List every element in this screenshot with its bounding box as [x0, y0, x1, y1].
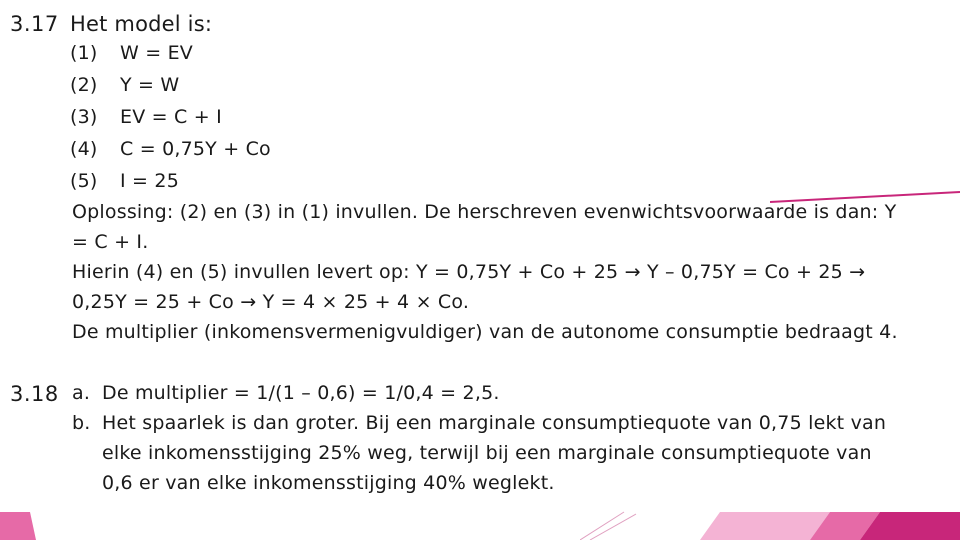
equation-label: (1)	[70, 42, 98, 64]
solution-line: Hierin (4) en (5) invullen levert op: Y = 0,75Y + Co + 25 → Y – 0,75Y = Co + 25 →	[72, 261, 866, 283]
solution-line: De multiplier (inkomensvermenigvuldiger) van de autonome consumptie bedraagt 4.	[72, 321, 898, 343]
decorative-bottom-left-shape	[0, 512, 40, 540]
item-b-label: b.	[72, 412, 91, 434]
equation-expr: I = 25	[120, 170, 179, 192]
equation-expr: Y = W	[120, 74, 180, 96]
item-b-line: elke inkomensstijging 25% weg, terwijl bij een marginale consumptiequote van	[102, 442, 872, 464]
section-number-317: 3.17	[10, 12, 59, 36]
decorative-bottom-right-shapes	[700, 512, 960, 540]
item-a-text: De multiplier = 1/(1 – 0,6) = 1/0,4 = 2,5.	[102, 382, 500, 404]
item-b-line: 0,6 er van elke inkomensstijging 40% weglekt.	[102, 472, 555, 494]
decorative-thin-lines	[580, 510, 640, 540]
equation-label: (5)	[70, 170, 98, 192]
equation-row	[70, 170, 179, 192]
equation-row	[70, 42, 193, 64]
section-title-317: Het model is:	[70, 12, 213, 36]
equation-label: (3)	[70, 106, 98, 128]
equation-expr: C = 0,75Y + Co	[120, 138, 271, 160]
solution-line: = C + I.	[72, 231, 149, 253]
equation-label: (2)	[70, 74, 98, 96]
equation-row	[70, 138, 271, 160]
equation-expr: EV = C + I	[120, 106, 222, 128]
equation-label: (4)	[70, 138, 98, 160]
equation-row	[70, 74, 179, 96]
decorative-accent-line	[770, 190, 960, 204]
item-a-label: a.	[72, 382, 91, 404]
section-number-318: 3.18	[10, 382, 59, 406]
solution-line: 0,25Y = 25 + Co → Y = 4 × 25 + 4 × Co.	[72, 291, 470, 313]
item-b-line: Het spaarlek is dan groter. Bij een marginale consumptiequote van 0,75 lekt van	[102, 412, 887, 434]
equation-row	[70, 106, 222, 128]
equation-expr: W = EV	[120, 42, 193, 64]
solution-line: Oplossing: (2) en (3) in (1) invullen. De herschreven evenwichtsvoorwaarde is dan: Y	[72, 201, 897, 223]
